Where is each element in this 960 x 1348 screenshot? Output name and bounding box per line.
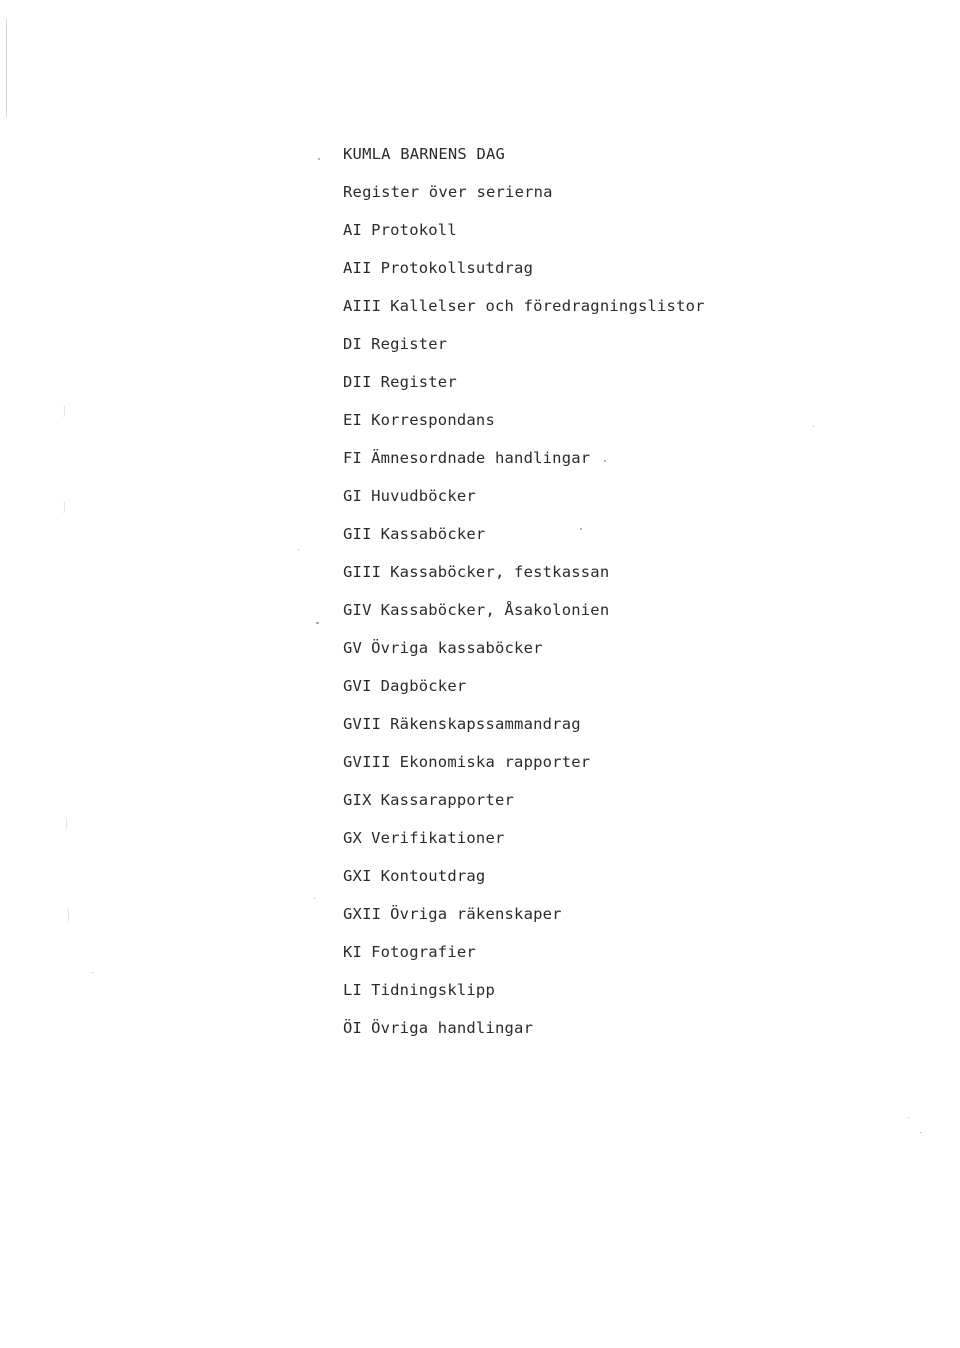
series-item xyxy=(343,596,863,624)
series-code: ÖI xyxy=(343,1019,363,1037)
series-name: Övriga kassaböcker xyxy=(371,639,543,657)
series-item xyxy=(343,786,863,814)
series-item xyxy=(343,292,863,320)
series-name: Korrespondans xyxy=(371,411,495,429)
series-name: Register xyxy=(380,373,457,391)
series-code: GXI xyxy=(343,867,372,885)
series-name: Huvudböcker xyxy=(371,487,476,505)
series-code: GIX xyxy=(343,791,372,809)
scan-speck xyxy=(318,158,320,160)
series-name: Dagböcker xyxy=(380,677,467,695)
series-name: Kassaböcker, festkassan xyxy=(390,563,610,581)
binder-hole-mark xyxy=(62,500,65,514)
series-code: GV xyxy=(343,639,363,657)
series-item xyxy=(343,482,863,510)
series-name: Kontoutdrag xyxy=(380,867,486,885)
series-list xyxy=(343,216,863,1042)
series-name: Kallelser och föredragningslistor xyxy=(390,297,705,315)
series-item xyxy=(343,1014,863,1042)
scan-edge-line xyxy=(6,18,7,118)
series-item xyxy=(343,634,863,662)
binder-hole-mark xyxy=(66,908,69,922)
series-item xyxy=(343,330,863,358)
scan-speck xyxy=(920,1132,921,1133)
series-code: GVIII xyxy=(343,753,391,771)
series-item xyxy=(343,520,863,548)
series-code: AI xyxy=(343,221,363,239)
series-name: Tidningsklipp xyxy=(371,981,495,999)
series-code: GIII xyxy=(343,563,382,581)
series-item xyxy=(343,976,863,1004)
document-subtitle: Register över serierna xyxy=(343,183,553,201)
series-item xyxy=(343,254,863,282)
series-code: DII xyxy=(343,373,372,391)
series-code: GI xyxy=(343,487,363,505)
series-item xyxy=(343,444,863,472)
series-item xyxy=(343,368,863,396)
scan-speck xyxy=(316,622,319,624)
series-name: Kassaböcker xyxy=(380,525,486,543)
document-title: KUMLA BARNENS DAG xyxy=(343,145,506,163)
series-name: Register xyxy=(371,335,448,353)
series-code: GXII xyxy=(343,905,382,923)
series-code: FI xyxy=(343,449,363,467)
series-code: GVI xyxy=(343,677,372,695)
scan-speck xyxy=(908,1117,909,1118)
series-item xyxy=(343,672,863,700)
series-item xyxy=(343,216,863,244)
series-code: AIII xyxy=(343,297,382,315)
series-item xyxy=(343,748,863,776)
binder-hole-mark xyxy=(62,404,65,418)
series-name: Protokoll xyxy=(371,221,457,239)
binder-hole-mark xyxy=(64,816,67,830)
series-code: GVII xyxy=(343,715,382,733)
series-code: GIV xyxy=(343,601,372,619)
series-code: GX xyxy=(343,829,363,847)
series-code: LI xyxy=(343,981,363,999)
series-item xyxy=(343,558,863,586)
series-code: EI xyxy=(343,411,363,429)
series-item xyxy=(343,710,863,738)
series-code: GII xyxy=(343,525,372,543)
series-code: DI xyxy=(343,335,363,353)
series-code: AII xyxy=(343,259,372,277)
series-name: Kassaböcker, Åsakolonien xyxy=(380,601,610,619)
series-name: Kassarapporter xyxy=(380,791,515,809)
series-name: Ekonomiska rapporter xyxy=(399,753,591,771)
series-item xyxy=(343,406,863,434)
series-item xyxy=(343,824,863,852)
series-item xyxy=(343,900,863,928)
series-name: Övriga räkenskaper xyxy=(390,905,562,923)
series-code: KI xyxy=(343,943,363,961)
scan-speck xyxy=(298,549,299,550)
scan-speck xyxy=(92,972,93,973)
scan-speck xyxy=(314,898,315,899)
series-item xyxy=(343,938,863,966)
series-item xyxy=(343,862,863,890)
series-name: Fotografier xyxy=(371,943,476,961)
series-name: Räkenskapssammandrag xyxy=(390,715,581,733)
series-name: Övriga handlingar xyxy=(371,1019,534,1037)
document-body xyxy=(343,140,863,1052)
series-name: Verifikationer xyxy=(371,829,505,847)
series-name: Ämnesordnade handlingar xyxy=(371,449,591,467)
series-name: Protokollsutdrag xyxy=(380,259,534,277)
